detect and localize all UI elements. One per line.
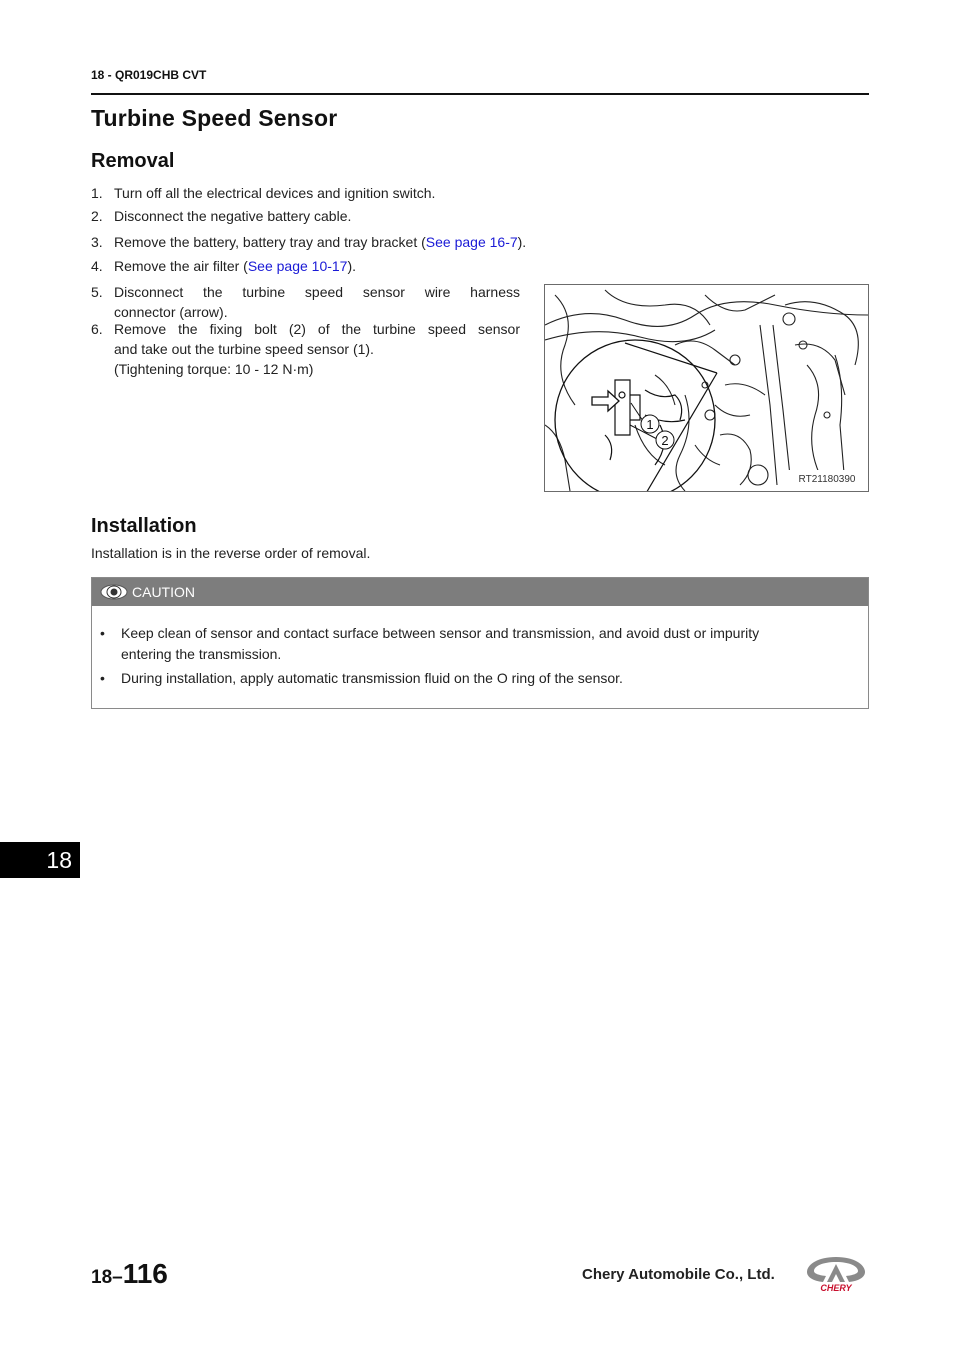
engine-bay-illustration — [545, 285, 868, 491]
step-number: 3. — [91, 234, 103, 250]
bullet-dot: • — [100, 625, 105, 641]
step-text: Disconnect the turbine speed sensor wire harness connector (arrow). — [114, 284, 520, 320]
step-number: 2. — [91, 208, 103, 224]
eye-icon — [100, 584, 128, 600]
step-text: Turn off all the electrical devices and ignition switch. — [114, 185, 436, 201]
step-number: 5. — [91, 284, 103, 300]
caution-label: CAUTION — [132, 584, 195, 600]
chapter-tab: 18 — [0, 842, 80, 878]
sensor-location-figure — [544, 284, 869, 492]
caution-header — [92, 578, 868, 606]
header-label: 18 - QR019CHB CVT — [91, 68, 207, 82]
step-number: 4. — [91, 258, 103, 274]
page-title: Turbine Speed Sensor — [91, 105, 338, 131]
caution-box — [91, 577, 869, 709]
figure-code: RT21180390 — [798, 474, 856, 485]
installation-text: Installation is in the reverse order of removal. — [91, 545, 371, 561]
see-page-link[interactable]: See page 16-7 — [425, 234, 518, 250]
bullet-text: During installation, apply automatic transmission fluid on the O ring of the sensor. — [121, 670, 623, 686]
section-heading-removal: Removal — [91, 150, 175, 172]
chery-logo — [803, 1255, 869, 1293]
page-number: 18–116 — [91, 1258, 168, 1289]
bullet-text: Keep clean of sensor and contact surface between sensor and transmission, and avoid dust or impurity entering the transmission. — [121, 625, 760, 662]
svg-text:CHERY: CHERY — [820, 1283, 852, 1293]
step-number: 1. — [91, 185, 103, 201]
step-text: Disconnect the negative battery cable. — [114, 208, 352, 224]
callout-2: 2 — [661, 433, 669, 448]
step-text: Remove the battery, battery tray and tray bracket (See page 16-7). — [114, 234, 527, 250]
caution-bullet — [100, 668, 860, 690]
see-page-link[interactable]: See page 10-17 — [247, 258, 348, 274]
step-text: Remove the air filter (See page 10-17). — [114, 258, 357, 274]
callout-1: 1 — [646, 417, 654, 432]
company-name: Chery Automobile Co., Ltd. — [582, 1266, 775, 1283]
step-number: 6. — [91, 321, 103, 337]
step-6 — [91, 319, 521, 381]
header-rule — [91, 93, 869, 95]
step-text: Remove the fixing bolt (2) of the turbine speed sensor and take out the turbine speed sensor (1). (Tightening torque: 10 - 12 N·m) — [114, 321, 520, 377]
bullet-dot: • — [100, 670, 105, 686]
caution-bullet — [100, 623, 860, 667]
section-heading-installation: Installation — [91, 515, 197, 537]
